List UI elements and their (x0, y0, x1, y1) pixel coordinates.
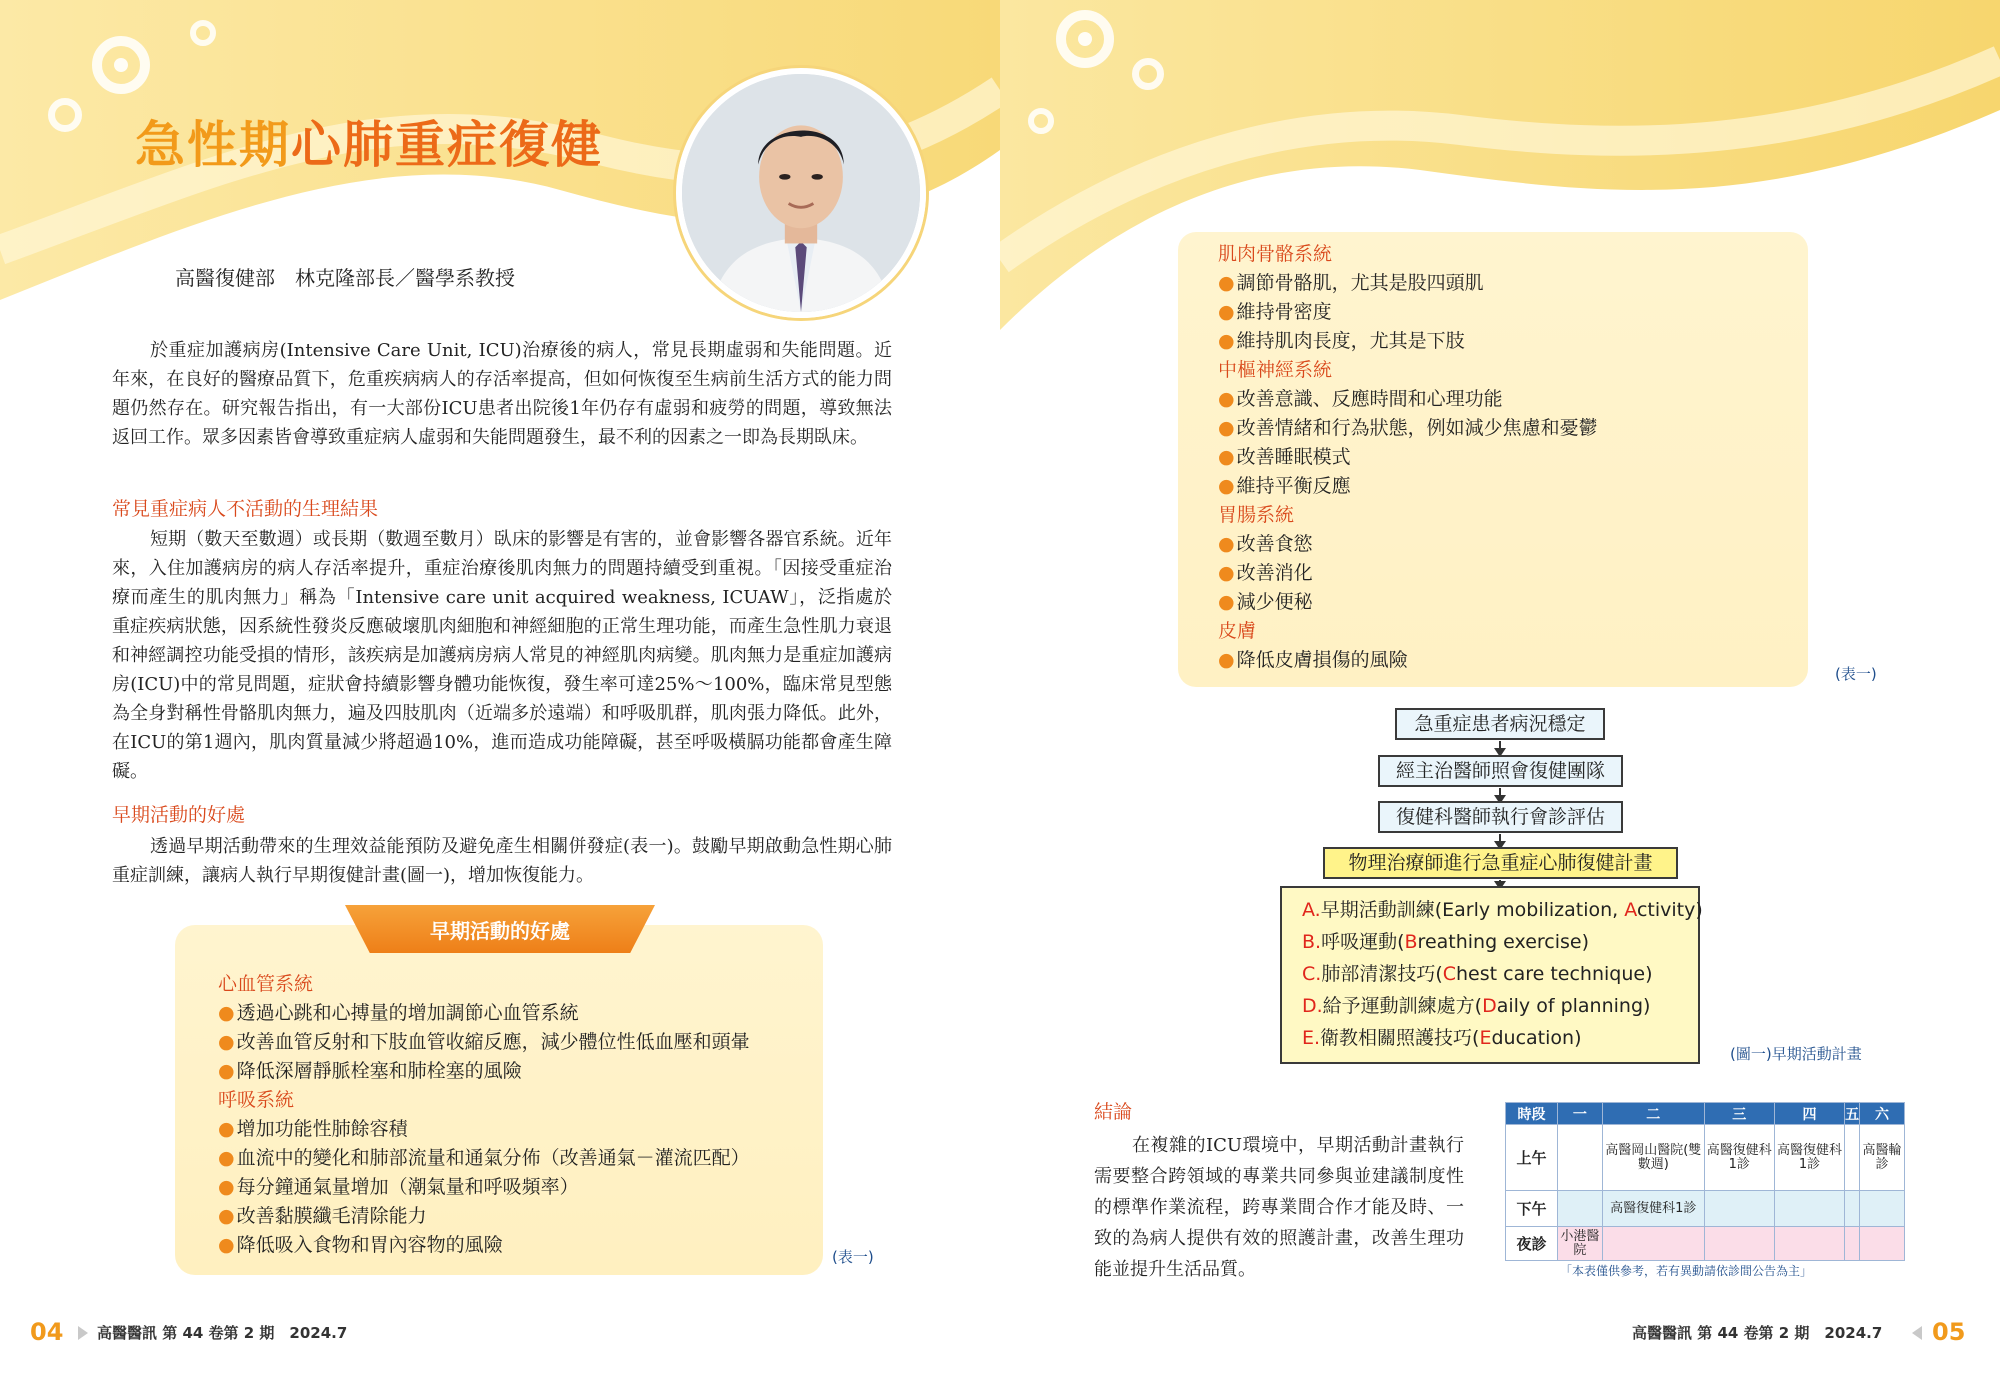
list-item: ● 改善意識、反應時間和心理功能 (1218, 385, 1598, 414)
decor-dot (1078, 32, 1092, 46)
row-label-pm: 下午 (1506, 1191, 1558, 1227)
flow-step-1: 急重症患者病況穩定 (1395, 708, 1605, 740)
flow-arrow-icon (1499, 834, 1501, 848)
title-part-b: 心肺重症復健 (291, 116, 603, 174)
category-cns: 中樞神經系統 (1218, 359, 1333, 381)
table-header: 五 (1845, 1103, 1860, 1125)
flow-arrow-icon (1499, 741, 1501, 755)
section-heading-benefits: 早期活動的好處 (112, 804, 246, 826)
schedule-note: 「本表僅供參考，若有異動請依診間公告為主」 (1560, 1264, 1813, 1278)
table-cell (1558, 1125, 1603, 1191)
list-item: ● 降低吸入食物和胃內容物的風險 (218, 1231, 750, 1260)
figure-caption: (圖一)早期活動計畫 (1730, 1045, 1862, 1063)
list-item: ● 每分鐘通氣量增加（潮氣量和呼吸頻率） (218, 1173, 750, 1202)
benefits-paragraph: 透過早期活動帶來的生理效益能預防及避免產生相關併發症(表一)。鼓勵早期啟動急性期心肺重症訓練，讓病人執行早期復健計畫(圖一)，增加恢復能力。 (112, 836, 892, 886)
flow-step-4: 物理治療師進行急重症心肺復健計畫 (1323, 847, 1678, 879)
table-header: 四 (1774, 1103, 1844, 1125)
table-cell (1602, 1227, 1704, 1261)
table-cell (1704, 1227, 1774, 1261)
list-item: ● 改善情緒和行為狀態，例如減少焦慮和憂鬱 (1218, 414, 1598, 443)
flow-step-3: 復健科醫師執行會診評估 (1378, 801, 1623, 833)
category-gi: 胃腸系統 (1218, 504, 1295, 526)
table-cell: 高醫輪診 (1860, 1125, 1905, 1191)
decor-ring (1132, 58, 1164, 90)
table-cell (1558, 1191, 1603, 1227)
table-header: 三 (1704, 1103, 1774, 1125)
table-cell (1845, 1191, 1860, 1227)
benefits-list-right (1218, 240, 1598, 675)
title-part-a: 急性期 (135, 116, 291, 174)
table-cell (1845, 1227, 1860, 1261)
list-item: ● 降低皮膚損傷的風險 (1218, 646, 1598, 675)
table-header: 一 (1558, 1103, 1603, 1125)
table-cell (1860, 1227, 1905, 1261)
table-caption: (表一) (832, 1248, 874, 1266)
plan-item-d: D.給予運動訓練處方(Daily of planning) (1302, 995, 1651, 1017)
table-row (1506, 1191, 1905, 1227)
decor-ring (48, 98, 82, 132)
decor-ring (190, 20, 216, 46)
table-row (1506, 1125, 1905, 1191)
table-cell: 高醫復健科1診 (1704, 1125, 1774, 1191)
list-item: ● 改善黏膜纖毛清除能力 (218, 1202, 750, 1231)
list-item: ● 改善消化 (1218, 559, 1598, 588)
table-cell: 高醫復健科1診 (1602, 1191, 1704, 1227)
category-respiratory: 呼吸系統 (218, 1089, 295, 1111)
conclusion-heading: 結論 (1094, 1101, 1133, 1123)
list-item: ● 降低深層靜脈栓塞和肺栓塞的風險 (218, 1057, 750, 1086)
table-row (1506, 1227, 1905, 1261)
list-item: ● 改善睡眠模式 (1218, 443, 1598, 472)
table-cell (1704, 1191, 1774, 1227)
section-heading-inactivity: 常見重症病人不活動的生理結果 (112, 498, 379, 520)
page-number: 05 (1932, 1318, 1966, 1346)
footer-text: 高醫醫訊 第 44 卷第 2 期 2024.7 (97, 1324, 348, 1342)
category-musculoskeletal: 肌肉骨骼系統 (1218, 243, 1333, 265)
list-item: ● 改善血管反射和下肢血管收縮反應，減少體位性低血壓和頭暈 (218, 1028, 750, 1057)
table-header-row (1506, 1103, 1905, 1125)
list-item: ● 調節骨骼肌，尤其是股四頭肌 (1218, 269, 1598, 298)
benefits-list-left (218, 970, 750, 1260)
early-mobilization-plan (1280, 886, 1703, 1064)
page-title (135, 105, 603, 177)
author-photo (676, 68, 926, 318)
table-cell: 高醫岡山醫院(雙數週) (1602, 1125, 1704, 1191)
category-cardiovascular: 心血管系統 (218, 973, 314, 995)
benefits-banner (345, 905, 655, 953)
table-header: 六 (1860, 1103, 1905, 1125)
table-cell (1774, 1191, 1844, 1227)
plan-item-e: E.衛教相關照護技巧(Education) (1302, 1027, 1582, 1049)
inactivity-paragraph: 短期（數天至數週）或長期（數週至數月）臥床的影響是有害的，並會影響各器官系統。近年來，入住加護病房的病人存活率提升，重症治療後肌肉無力的問題持續受到重視。「因接受重症治療而產生的肌肉無力」稱為「Intensive care unit acquired weakness, ICUAW」，泛指處於重症疾病狀態，因系統性發炎反應破壞肌肉細胞和神經細胞的正常生理功能，而產生急性肌力衰退和神經調控功能受損的情形，該疾病是加護病房病人常見的神經肌肉病變。肌肉無力是重症加護病房(ICU)中的常見問題，症狀會持續影響身體功能恢復，發生率可達25%～100%，臨床常見型態為全身對稱性骨骼肌肉無力，遍及四肢肌肉（近端多於遠端）和呼吸肌群，肌肉張力降低。此外，在ICU的第1週內，肌肉質量減少將超過10%，進而造成功能障礙，甚至呼吸橫膈功能都會產生障礙。 (112, 529, 892, 782)
footer-text: 高醫醫訊 第 44 卷第 2 期 2024.7 (1632, 1324, 1883, 1342)
category-skin: 皮膚 (1218, 620, 1257, 642)
row-label-am: 上午 (1506, 1125, 1558, 1191)
flow-step-2: 經主治醫師照會復健團隊 (1378, 755, 1623, 787)
page-number: 04 (30, 1318, 64, 1346)
list-item: ● 減少便秘 (1218, 588, 1598, 617)
plan-item-a: A.早期活動訓練(Early mobilization, Activity) (1302, 899, 1703, 921)
table-cell (1860, 1191, 1905, 1227)
list-item: ● 透過心跳和心搏量的增加調節心血管系統 (218, 999, 750, 1028)
benefits-banner-text: 早期活動的好處 (430, 918, 570, 943)
decor-ring (1028, 108, 1054, 134)
list-item: ● 改善食慾 (1218, 530, 1598, 559)
list-item: ● 維持平衡反應 (1218, 472, 1598, 501)
table-cell: 高醫復健科1診 (1774, 1125, 1844, 1191)
right-page (1000, 0, 2000, 1377)
flow-arrow-icon (1499, 788, 1501, 802)
decor-dot (114, 58, 128, 72)
list-item: ● 維持肌肉長度，尤其是下肢 (1218, 327, 1598, 356)
row-label-night: 夜診 (1506, 1227, 1558, 1261)
intro-paragraph: 於重症加護病房(Intensive Care Unit, ICU)治療後的病人，常見長期虛弱和失能問題。近年來，在良好的醫療品質下，危重疾病病人的存活率提高，但如何恢復至生病前生活方式的能力問題仍然存在。研究報告指出，有一大部份ICU患者出院後1年仍存有虛弱和疲勞的問題，導致無法返回工作。眾多因素皆會導致重症病人虛弱和失能問題發生，最不利的因素之一即為長期臥床。 (112, 340, 892, 448)
plan-item-b: B.呼吸運動(Breathing exercise) (1302, 931, 1590, 953)
footer-arrow-icon (78, 1326, 88, 1340)
table-cell: 小港醫院 (1558, 1227, 1603, 1261)
list-item: ● 增加功能性肺餘容積 (218, 1115, 750, 1144)
table-caption: (表一) (1835, 665, 1877, 683)
table-header: 時段 (1506, 1103, 1558, 1125)
table-cell (1774, 1227, 1844, 1261)
author-line: 高醫復健部 林克隆部長／醫學系教授 (175, 266, 515, 290)
footer-arrow-icon (1912, 1326, 1922, 1340)
list-item: ● 維持骨密度 (1218, 298, 1598, 327)
plan-item-c: C.肺部清潔技巧(Chest care technique) (1302, 963, 1653, 985)
table-header: 二 (1602, 1103, 1704, 1125)
conclusion-paragraph: 在複雜的ICU環境中，早期活動計畫執行需要整合跨領域的專業共同參與並建議制度性的標準作業流程，跨專業間合作才能及時、一致的為病人提供有效的照護計畫，改善生理功能並提升生活品質。 (1094, 1135, 1464, 1280)
clinic-schedule-table (1505, 1102, 1905, 1261)
table-cell (1845, 1125, 1860, 1191)
list-item: ● 血流中的變化和肺部流量和通氣分佈（改善通氣－灌流匹配） (218, 1144, 750, 1173)
